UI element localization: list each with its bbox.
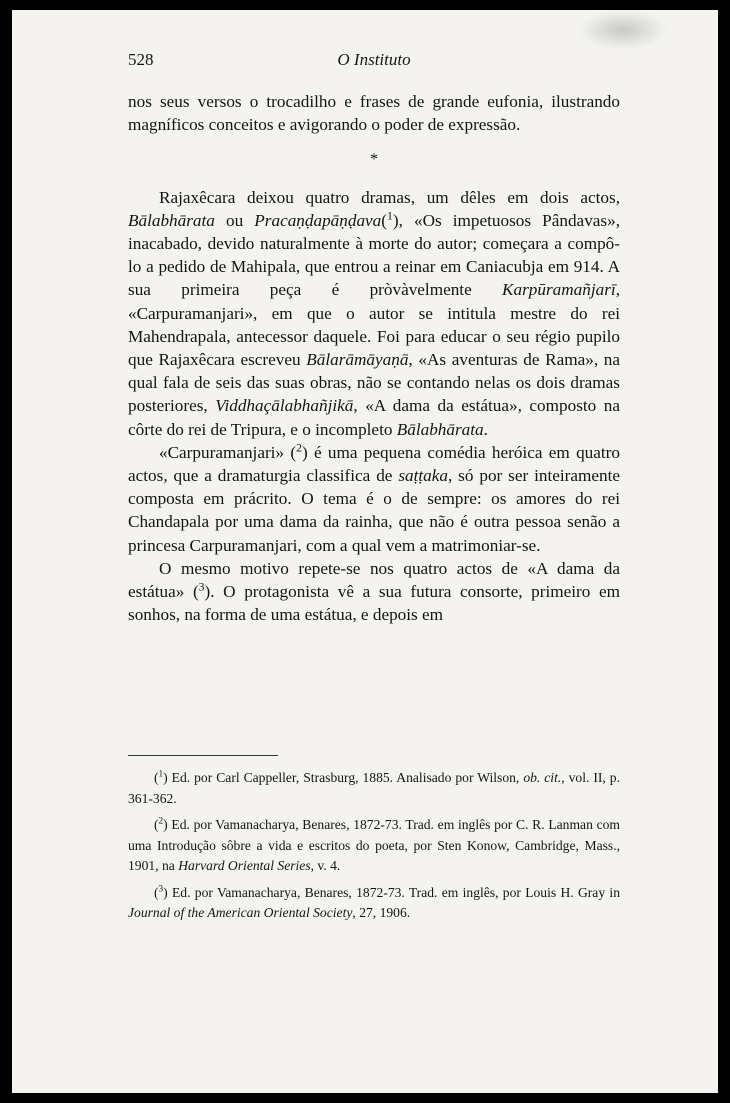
page-header [128,50,620,76]
footnote-3: ($^3$) Ed. por Vamanacharya, Benares, 1872-73. Trad. em inglês, por Louis H. Gray in Journal of the American Oriental Society, 27, 1906. [128,882,620,920]
paragraph-3: «Carpuramanjari» ($^2$) é uma pequena comédia heróica em quatro actos, que a dramaturgia classifica de saṭṭaka, só por ser inteiramente composta em prácrito. O tema é o de sempre: os amores do rei Chandapala por uma dama da rainha, que não é outra pessoa senão a princesa Carpuramanjari, com a qual vem a matrimoniar-se. [128,441,620,555]
footnote-1: ($^1$) Ed. por Carl Cappeller, Strasburg, 1885. Analisado por Wilson, ob. cit., vol. II, p. 361-362. [128,768,620,806]
footnote-ref-2[interactable]: 2 [296,441,302,455]
page-number: 528 [128,50,154,69]
paragraph-2: Rajaxêcara deixou quatro dramas, um dêles em dois actos, Bālabhārata ou Pracaṇḍapāṇḍava($^1$), «Os impetuosos Pândavas», inacabado, devido naturalmente à morte do autor; começara a compô-lo a pedido de Mahipala, que entrou a reinar em Caniacubja em 914. A sua primeira peça é pròvàvelmente Karpūramañjarī, «Carpuramanjari», em que o autor se intitula mestre do rei Mahendrapala, antecessor daquele. Foi para educar o seu régio pupilo que Rajaxêcara escreveu Bālarāmāyaṇā, «As aventuras de Rama», na qual fala de seis das suas obras, não se contando nelas os dois dramas posteriores, Viddhaçālabhañjikā, «A dama da estátua», composto na côrte do rei de Tripura, e o incompleto Bālabhārata. [128,187,621,439]
scan-smudge [578,10,668,50]
running-title: O Instituto [337,50,411,69]
paragraph-4: O mesmo motivo repete-se nos quatro actos de «A dama da estátua» ($^3$). O protagonista vê a sua futura consorte, primeiro em sonhos, na forma de uma estátua, e depois em [128,558,620,625]
footnote-2: ($^2$) Ed. por Vamanacharya, Benares, 1872-73. Trad. em inglês por C. R. Lanman com uma Introdução sôbre a vida e escritos do poeta, por Sten Konow, Cambridge, Mass., 1901, na Harvard Oriental Series, v. 4. [128,815,620,873]
section-separator: * [370,151,378,169]
body-text [128,90,620,626]
footnote-ref-3[interactable]: 3 [198,580,205,594]
paragraph-1: nos seus versos o trocadilho e frases de grande eufonia, ilustrando magníficos conceitos e avigorando o poder de expressão. [128,92,620,135]
footnotes [128,768,620,930]
footnote-rule [128,755,278,756]
footnote-ref-1[interactable]: 1 [387,209,393,223]
